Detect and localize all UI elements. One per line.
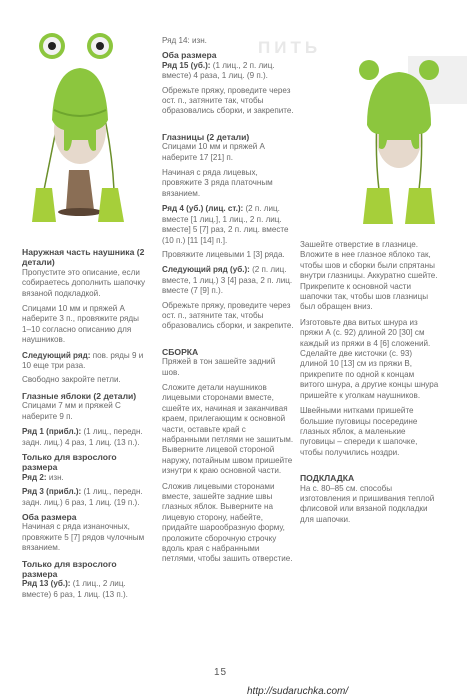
paragraph: Начиная с ряда лицевых, провяжите 3 ряда платочным вязанием. xyxy=(162,168,273,198)
row-label: Ряд 15 (уб.): xyxy=(162,60,211,70)
text-column-middle xyxy=(162,36,294,570)
decorative-heading: ПИТЬ xyxy=(258,38,322,57)
section-heading: ПОДКЛАДКА xyxy=(300,473,355,484)
text-column-right xyxy=(300,240,440,530)
section-heading: Оба размера xyxy=(162,50,217,61)
paragraph: Пропустите это описание, если собираетесь дополнить шапочку вязаной подкладкой. xyxy=(22,267,146,298)
instruction-row xyxy=(22,427,150,448)
text-column-left xyxy=(22,247,150,604)
instruction-row xyxy=(22,473,150,483)
instruction-row xyxy=(162,265,294,296)
instruction-row xyxy=(22,351,150,372)
instruction-row xyxy=(162,204,294,246)
row-label: Следующий ряд: xyxy=(22,350,91,360)
row-text: (1 лиц., 2 лиц. вместе) 6 раз, 1 лиц. (13 п.). xyxy=(22,579,128,599)
row-text: Ряд 14: изн. xyxy=(162,36,207,45)
paragraph: Спицами 10 мм и пряжей А наберите 17 [21] п. xyxy=(162,142,265,162)
spacer xyxy=(162,337,294,347)
section-heading: Только для взрослого размера xyxy=(22,451,117,473)
section-heading: Глазницы (2 детали) xyxy=(162,131,250,142)
paragraph: Обрежьте пряжу, проведите через ост. п., затяните так, чтобы образовались сборки, и закрепите. xyxy=(162,300,294,331)
paragraph: Обрежьте пряжу, проведите через ост. п., затяните так, чтобы образовались сборки, и закрепите. xyxy=(162,85,294,116)
page-number: 15 xyxy=(214,667,228,678)
row-text: пов. ряды 9 и 10 еще три раза. xyxy=(22,350,144,371)
row-text: (1 лиц., передн. задн. лиц.) 6 раз, 1 лиц. (19 п.). xyxy=(22,487,143,507)
paragraph: Сложив лицевыми сторонами вместе, зашейте задние швы глазных яблок. Выверните на лицевую сторону, набейте, придайте шарообразную форму, проложите сборочную строчку вдоль края с набранными петлями, чтобы зашить отверстие. xyxy=(162,481,293,564)
section-heading: Только для взрослого размера xyxy=(22,558,117,579)
row-label: Ряд 1 (прибл.): xyxy=(22,427,82,437)
instruction-row xyxy=(162,61,294,82)
paragraph: Швейными нитками пришейте большие пуговицы посередине глазных яблок, а маленькие пуговицы – спереди к шапочке, чтобы получились ноздри. xyxy=(300,406,418,457)
paragraph: Спицами 7 мм и пряжей С наберите 9 п. xyxy=(22,401,121,421)
paragraph: Изготовьте два витых шнура из пряжи А (с. 92) длиной 20 [30] см каждый из пряжи в 4 [6] сложений. Сделайте две кисточки (с. 93) длиной 10 [13] см из пряжи В, прикрепите по одной к концам витого шнура, а другие концы шнура пришейте к уголкам наушников. xyxy=(300,317,439,400)
paragraph: Свободно закройте петли. xyxy=(22,375,121,385)
row-text: изн. xyxy=(46,472,64,482)
paragraph: Начиная с ряда изнаночных, провяжите 5 [7] рядов чулочным вязанием. xyxy=(22,522,145,553)
frog-hat-photo-left xyxy=(14,30,154,230)
paragraph: На с. 80–85 см. способы изготовления и пришивания теплой флисовой или вязаной подкладки для шапочки. xyxy=(300,483,435,524)
paragraph: Спицами 10 мм и пряжей А наберите 3 п., провяжите ряды 1–10 согласно описанию для наушников. xyxy=(22,304,139,345)
row-label: Следующий ряд (уб.): xyxy=(162,265,250,275)
section-heading: Глазные яблоки (2 детали) xyxy=(22,390,137,401)
row-label: Ряд 13 (уб.): xyxy=(22,579,71,589)
spacer xyxy=(162,122,294,132)
section-heading: СБОРКА xyxy=(162,346,199,357)
paragraph: Пряжей в тон зашейте задний шов. xyxy=(162,357,276,377)
row-label: Ряд 3 (прибл.): xyxy=(22,487,82,497)
row-text: (1 лиц., 2 п. лиц. вместе) 4 раза, 1 лиц. (9 п.). xyxy=(162,60,275,81)
row-text: (2 п. лиц. вместе, 1 лиц.) 3 [4] раза, 2 п. лиц. вместе (7 [9] п.). xyxy=(162,265,293,296)
row-text: (1 лиц., передн. задн. лиц.) 4 раз, 1 лиц. (13 п.). xyxy=(22,427,143,447)
watermark-url: http://sudaruchka.com/ xyxy=(247,686,349,697)
paragraph: Провяжите лицевыми 1 [3] ряда. xyxy=(162,249,285,259)
row-label: Ряд 2: xyxy=(22,472,47,482)
paragraph: Зашейте отверстие в глазнице. Вложите в нее глазное яблоко так, чтобы шов и сборки были спрятаны внутри глазницы. Аккуратно сшейте. Прикрепите к основной части шапочки так, чтобы шов глазницы был обращен вниз. xyxy=(300,240,438,312)
section-heading: Оба размера xyxy=(22,511,77,522)
spacer xyxy=(300,463,440,473)
paragraph: Сложите детали наушников лицевыми сторонами вместе, сшейте их, начиная и заканчивая краем, прилегающим к основной части, оставьте край с набранными петлями не зашитым. Выверните лицевой стороной наружу, потайным швом пришейте изнутри к краю основной части. xyxy=(162,382,294,476)
instruction-row xyxy=(162,36,294,46)
instruction-row xyxy=(22,579,150,600)
row-text: (2 п. лиц. вместе [1 лиц.], 1 лиц., 2 п. лиц. вместе] 5 [7] раз, 2 п. лиц. вместе (10 п.) [11 [14] п.]. xyxy=(162,204,289,245)
frog-hat-photo-right xyxy=(345,30,455,230)
section-heading: Наружная часть наушника (2 детали) xyxy=(22,247,145,268)
row-label: Ряд 4 (уб.) (лиц. ст.): xyxy=(162,204,244,214)
instruction-row xyxy=(22,487,150,508)
